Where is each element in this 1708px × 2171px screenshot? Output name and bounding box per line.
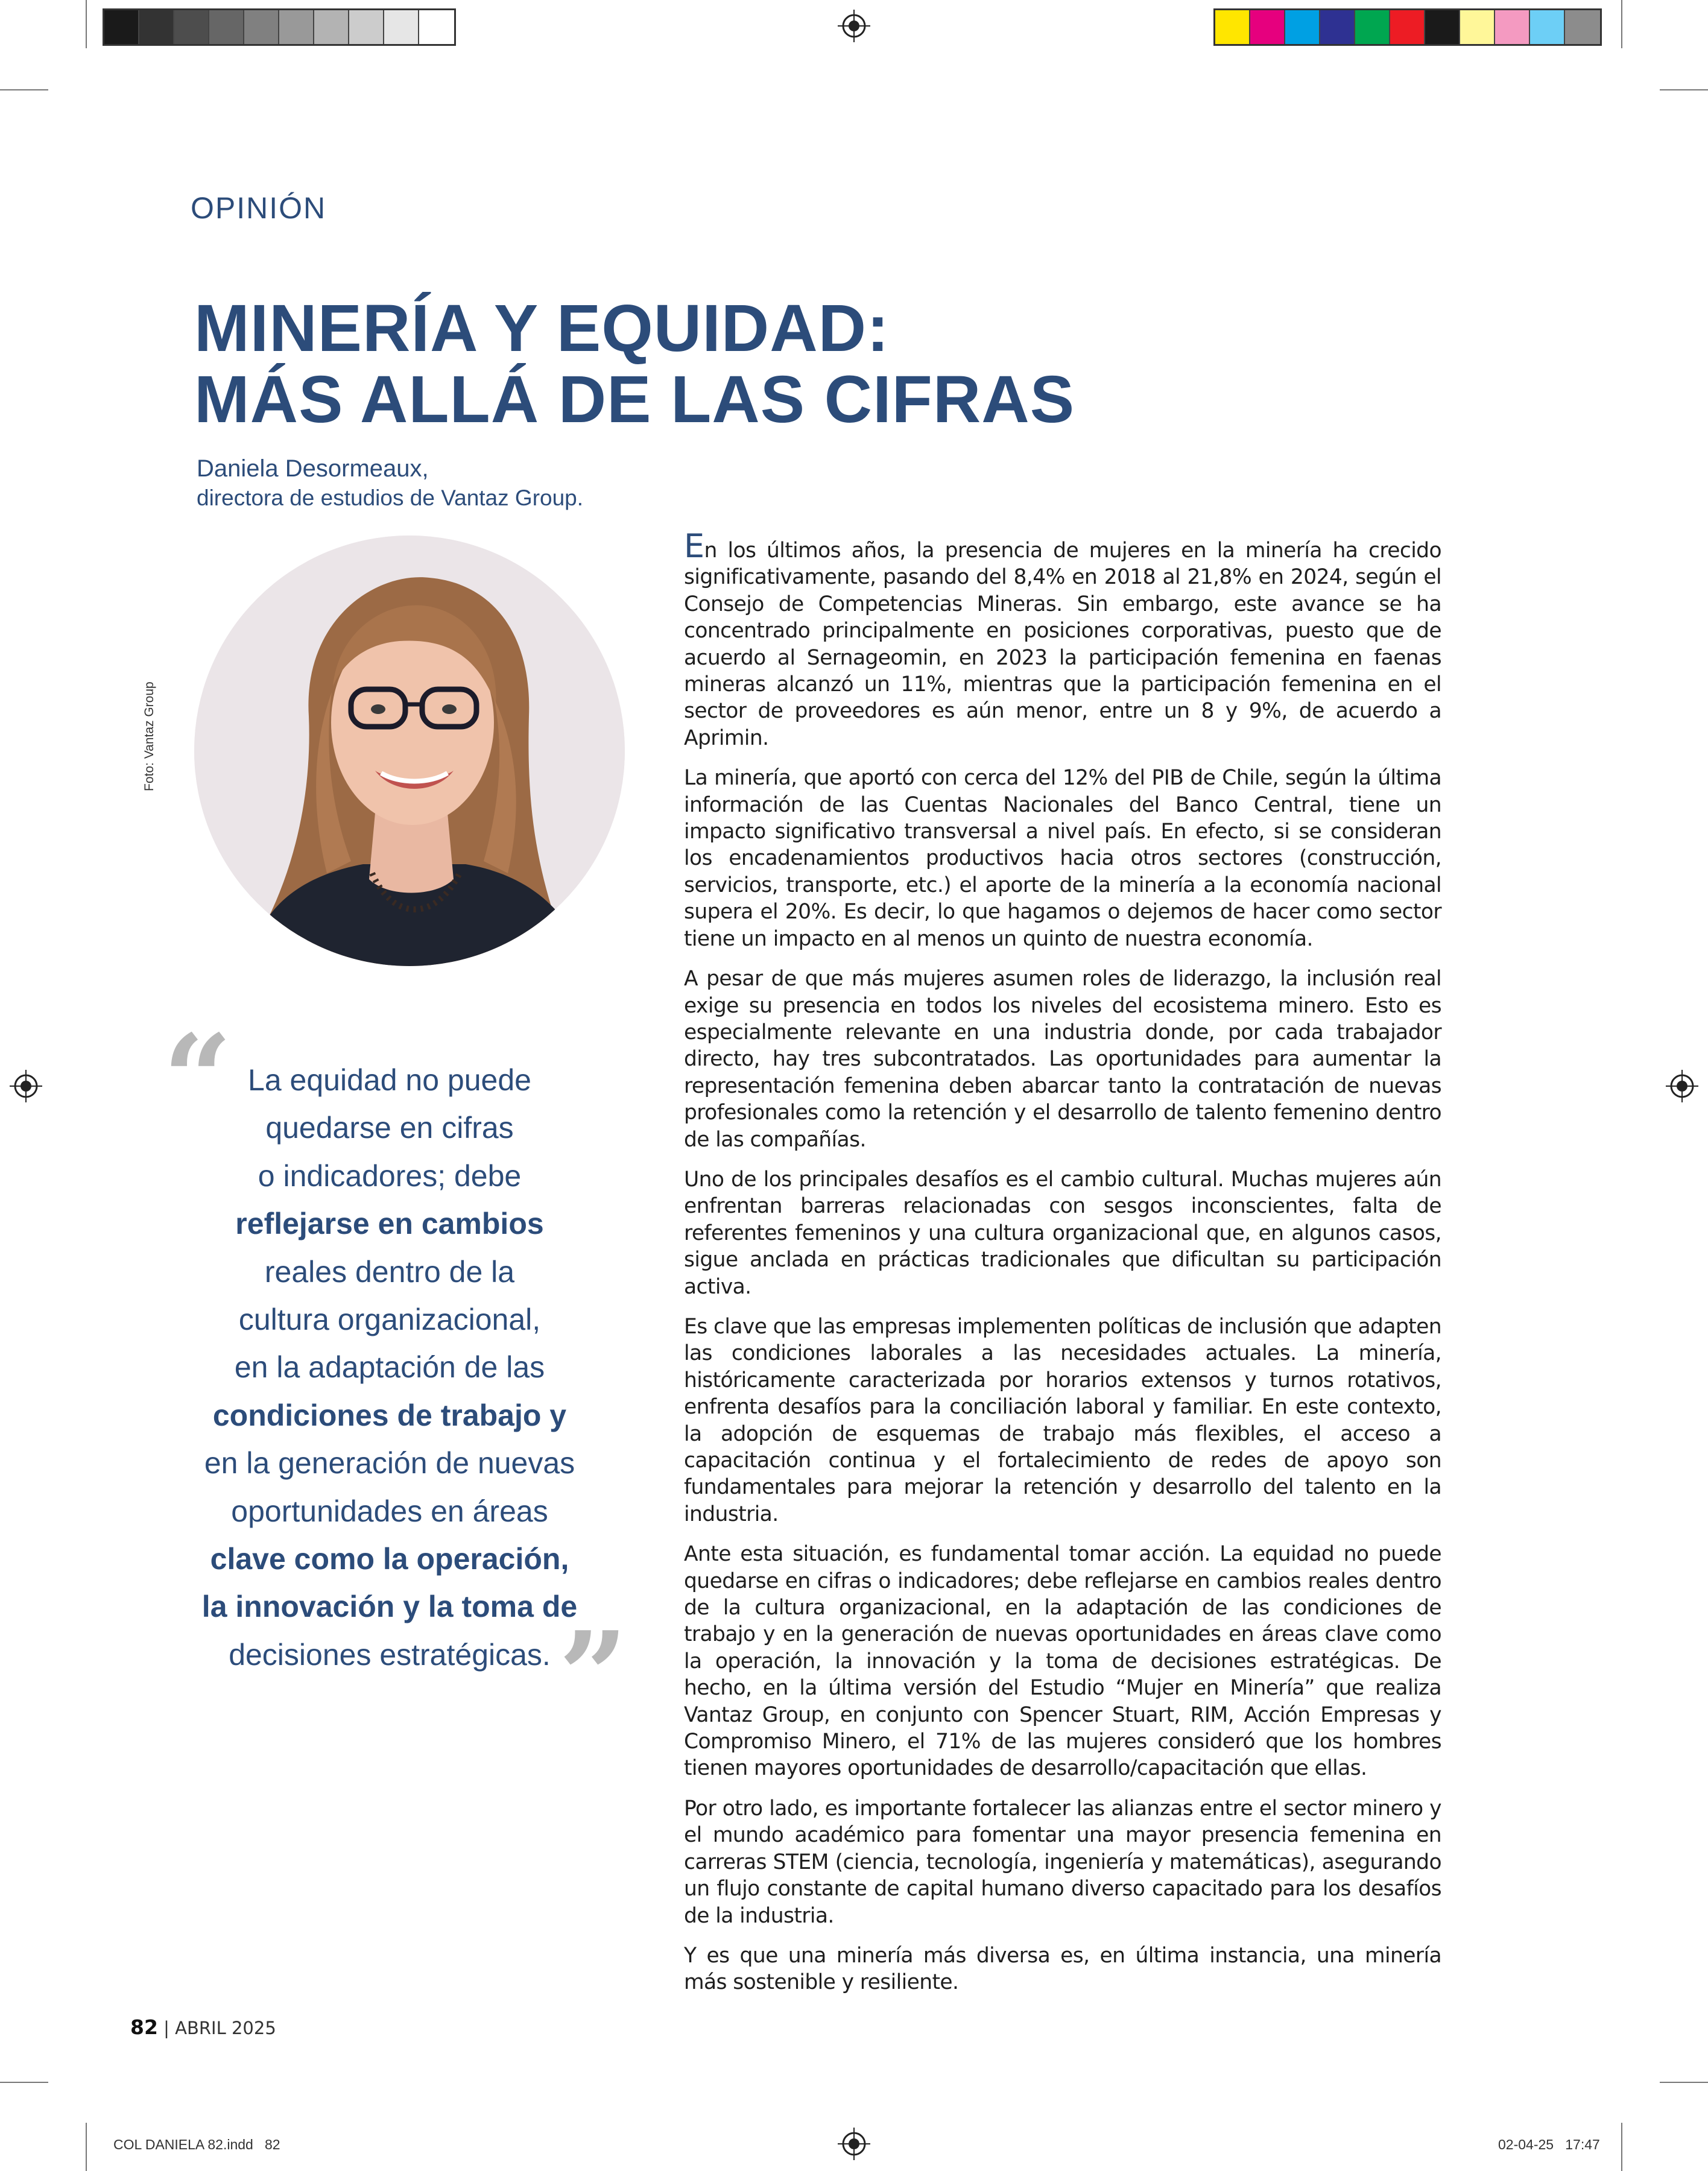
issue-date: ABRIL 2025 — [175, 2018, 276, 2038]
article-title — [194, 293, 1075, 435]
open-quote-icon: “ — [163, 1008, 233, 1150]
cmyk-color-bar — [1213, 8, 1602, 46]
color-swatch — [1355, 10, 1390, 44]
body-paragraph: A pesar de que más mujeres asumen roles de liderazgo, la inclusión real exige su presencia en todos los niveles del ecosistema minero. Esto es especialmente relevante en una industria donde, por cada trabajador directo, hay tres subcontratados. Las oportunidades para aumentar la representación femenina deben abarcar tanto la contratación de nuevas profesionales como la retención y el desarrollo de talento femenino dentro de las compañías. — [684, 967, 1441, 1152]
pull-quote-line: reales dentro de la — [264, 1254, 515, 1289]
slug-timestamp: 02-04-25 17:47 — [1498, 2137, 1600, 2152]
body-paragraph: Es clave que las empresas implementen políticas de inclusión que adapten las condiciones laborales a las necesidades actuales. La minería, históricamente caracterizada por horarios extensos y turnos rotativos, enfrenta desafíos para la conciliación laboral y familiar. En este contexto, la adopción de esquemas de trabajo más flexibles, el acceso a capacitación continua y el fortalecimiento de redes de apoyo son fundamentales para mejorar la retención y desarrollo del talento en la industria. — [684, 1314, 1441, 1526]
registration-mark-icon — [838, 10, 870, 42]
color-swatch — [1495, 10, 1530, 44]
crop-mark — [0, 89, 48, 90]
registration-mark-icon — [1666, 1070, 1698, 1102]
author-byline — [197, 453, 583, 513]
gray-swatch — [209, 10, 244, 44]
portrait-illustration — [194, 536, 625, 966]
pull-quote-line: en la generación de nuevas — [204, 1446, 575, 1481]
body-paragraph: En los últimos años, la presencia de mujeres en la minería ha crecido significativamente, pasando del 8,4% en 2018 al 21,8% en 2024, según el Consejo de Competencias Mineras. Sin embargo, este avance se ha concentrado principalmente en posiciones corporativas, puesto que de acuerdo al Sernageomin, en 2023 la participación femenina en faenas mineras alcanzó un 11%, mientras que la participación femenina en el sector de proveedores es aún menor, entre un 8 y 9%, de acuerdo a Aprimin. — [684, 527, 1441, 750]
crop-mark — [1660, 89, 1708, 90]
body-paragraph: Y es que una minería más diversa es, en última instancia, una minería más sostenible y resiliente. — [684, 1943, 1441, 1995]
color-swatch — [1250, 10, 1285, 44]
color-swatch — [1390, 10, 1425, 44]
body-paragraph: Uno de los principales desafíos es el cambio cultural. Muchas mujeres aún enfrentan barreras relacionadas con sesgos inconscientes, falta de referentes femeninos y una cultura organizacional que, en algunos casos, sigue anclada en prácticas tradicionales que dificultan su participación activa. — [684, 1167, 1441, 1299]
pull-quote — [179, 1057, 601, 1679]
color-swatch — [1530, 10, 1565, 44]
registration-mark-icon — [10, 1070, 42, 1102]
folio-separator: | — [157, 2018, 176, 2038]
crop-mark — [1660, 2082, 1708, 2083]
gray-swatch — [244, 10, 279, 44]
color-swatch — [1425, 10, 1460, 44]
color-swatch — [1320, 10, 1355, 44]
crop-mark — [86, 2123, 87, 2171]
author-name: Daniela Desormeaux, — [197, 455, 429, 482]
title-line: MINERÍA Y EQUIDAD: — [194, 291, 890, 365]
gray-swatch — [104, 10, 139, 44]
pull-quote-line: oportunidades en áreas — [231, 1494, 548, 1528]
author-portrait — [194, 536, 625, 966]
crop-mark — [86, 0, 87, 48]
pull-quote-line: quedarse en cifras — [265, 1111, 514, 1145]
crop-mark — [1621, 2123, 1622, 2171]
gray-swatch — [349, 10, 384, 44]
body-paragraph: La minería, que aportó con cerca del 12% del PIB de Chile, según la última información de las Cuentas Nacionales del Banco Central, tiene un impacto significativo transversal a nivel país. En efecto, si se consideran los encadenamientos productivos hacia otros sectores (construcción, servicios, transporte, etc.) el aporte de la minería a la economía nacional supera el 20%. Es decir, lo que hagamos o dejemos de hacer como sector tiene un impacto en al menos un quinto de nuestra economía. — [684, 766, 1441, 951]
body-paragraph: Ante esta situación, es fundamental tomar acción. La equidad no puede quedarse en cifras o indicadores; debe reflejarse en cambios reales dentro de la cultura organizacional, en la adaptación de las condiciones de trabajo y en la generación de nuevas oportunidades en áreas clave como la operación, la innovación y la toma de decisiones estratégicas. De hecho, en la última versión del Estudio “Mujer en Minería” que realiza Vantaz Group, en conjunto con Spencer Stuart, RIM, Acción Empresas y Compromiso Minero, el 71% de las mujeres consideró que los hombres tienen mayores oportunidades de desarrollo/capacitación que ellas. — [684, 1542, 1441, 1781]
pull-quote-line: clave como la operación, — [210, 1542, 569, 1576]
author-role: directora de estudios de Vantaz Group. — [197, 485, 584, 510]
page-folio — [130, 2015, 276, 2039]
pull-quote-line: o indicadores; debe — [258, 1158, 522, 1193]
gray-swatch — [174, 10, 209, 44]
pull-quote-line: cultura organizacional, — [238, 1303, 541, 1337]
crop-mark — [0, 2082, 48, 2083]
pull-quote-line: la innovación y la toma de — [201, 1590, 578, 1624]
gray-swatch — [139, 10, 174, 44]
page-number: 82 — [130, 2015, 158, 2039]
close-quote-icon: ” — [558, 1605, 628, 1747]
color-swatch — [1565, 10, 1600, 44]
slug-filename: COL DANIELA 82.indd 82 — [113, 2137, 280, 2152]
body-paragraph: Por otro lado, es importante fortalecer las alianzas entre el sector minero y el mundo académico para fomentar una mayor presencia femenina en carreras STEM (ciencia, tecnología, ingeniería y matemáticas), asegurando un flujo constante de capital humano diverso capacitado para los desafíos de la industria. — [684, 1796, 1441, 1928]
color-swatch — [1460, 10, 1495, 44]
section-label: OPINIÓN — [191, 191, 327, 225]
pull-quote-line: en la adaptación de las — [234, 1350, 545, 1385]
title-line: MÁS ALLÁ DE LAS CIFRAS — [194, 362, 1075, 437]
pull-quote-line: La equidad no puede — [248, 1063, 531, 1097]
photo-credit: Foto: Vantaz Group — [142, 681, 156, 791]
pull-quote-line: reflejarse en cambios — [235, 1207, 544, 1241]
gray-swatch — [384, 10, 419, 44]
pull-quote-line: condiciones de trabajo y — [212, 1398, 567, 1432]
grayscale-color-bar — [103, 8, 456, 46]
color-swatch — [1215, 10, 1250, 44]
color-swatch — [1285, 10, 1320, 44]
gray-swatch — [419, 10, 454, 44]
registration-mark-icon — [838, 2128, 870, 2160]
gray-swatch — [279, 10, 314, 44]
gray-swatch — [314, 10, 349, 44]
crop-mark — [1621, 0, 1622, 48]
article-body — [684, 527, 1441, 2009]
pull-quote-line: decisiones estratégicas. — [229, 1637, 551, 1672]
